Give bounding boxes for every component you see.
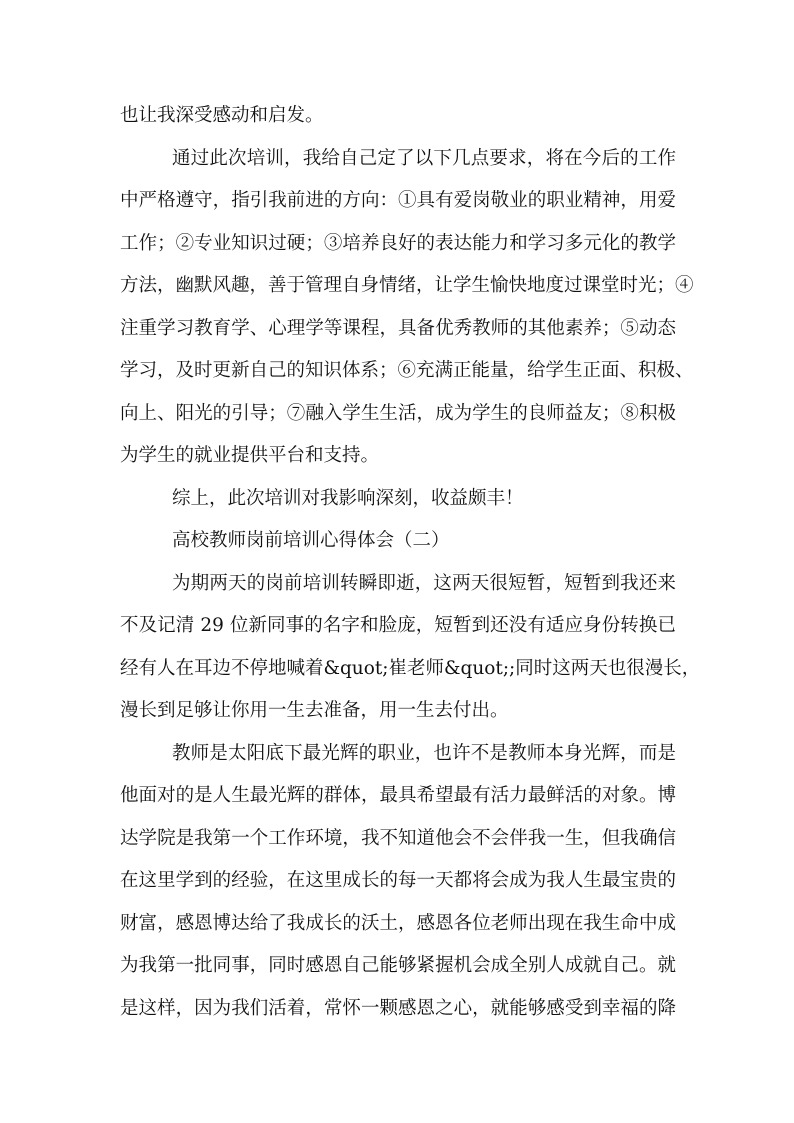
text-line: 中严格遵守，指引我前进的方向：①具有爱岗敬业的职业精神，用爱 [120,190,676,211]
text-line: 也让我深受感动和启发。 [120,105,324,126]
text-line: 在这里学到的经验，在这里成长的每一天都将会成为我人生最宝贵的 [120,870,676,891]
text-line: 漫长到足够让你用一生去准备，用一生去付出。 [120,700,509,721]
text-line: 为我第一批同事，同时感恩自己能够紧握机会成全别人成就自己。就 [120,955,676,976]
section-heading: 高校教师岗前培训心得体会（二） [172,530,450,551]
text-line: 向上、阳光的引导；⑦融入学生生活，成为学生的良师益友；⑧积极 [120,402,676,424]
text-line: 为学生的就业提供平台和支持。 [120,445,380,466]
text-line: 财富，感恩博达给了我成长的沃土，感恩各位老师出现在我生命中成 [120,912,676,934]
text-line: 他面对的是人生最光辉的群体，最具希望最有活力最鲜活的对象。博 [120,785,676,806]
text-line: 不及记清 29 位新同事的名字和脸庞，短暂到还没有适应身份转换已 [120,615,676,636]
text-line: 工作；②专业知识过硬；③培养良好的表达能力和学习多元化的教学 [120,232,676,254]
text-line: 是这样，因为我们活着，常怀一颗感恩之心，就能够感受到幸福的降 [120,997,676,1019]
text-line: 为期两天的岗前培训转瞬即逝，这两天很短暂，短暂到我还来 [172,572,676,594]
text-line: 达学院是我第一个工作环境，我不知道他会不会伴我一生，但我确信 [120,827,676,849]
document-body [120,95,701,1030]
text-line: 通过此次培训，我给自己定了以下几点要求，将在今后的工作 [172,147,676,169]
text-line: 方法，幽默风趣，善于管理自身情绪，让学生愉快地度过课堂时光；④ [120,275,694,296]
text-line: 学习，及时更新自己的知识体系；⑥充满正能量，给学生正面、积极、 [120,360,694,381]
text-line: 综上，此次培训对我影响深刻，收益颇丰！ [172,487,524,509]
text-line: 教师是太阳底下最光辉的职业，也许不是教师本身光辉，而是 [172,742,676,764]
text-line: 注重学习教育学、心理学等课程，具备优秀教师的其他素养；⑤动态 [120,317,676,339]
text-line: 经有人在耳边不停地喊着&quot;崔老师&quot;;同时这两天也很漫长， [120,657,701,679]
